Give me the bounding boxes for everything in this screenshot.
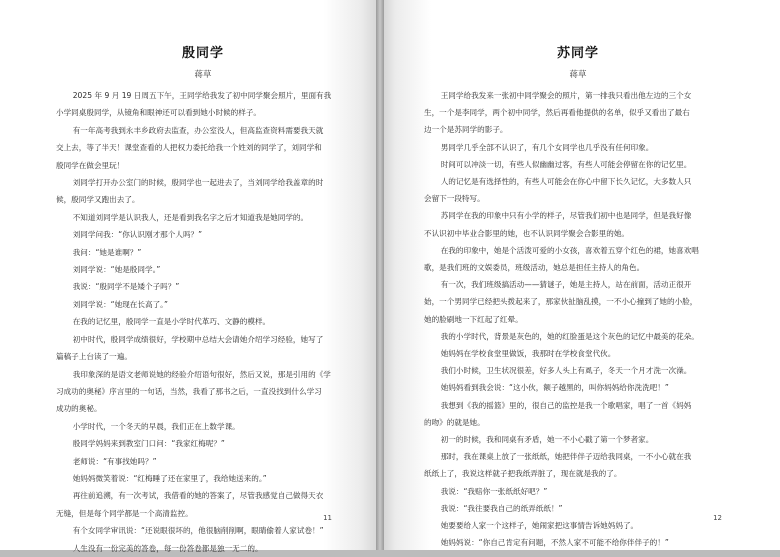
paragraph: 刘同学说：“她是殷同学。” xyxy=(72,265,161,275)
paragraph: 会留下一段特写。 xyxy=(424,194,485,204)
paragraph: 殷同学在做会里玩！ xyxy=(56,160,125,170)
paragraph: 我印象深的是语文老师说她的经验介绍语句很好，然后又说，那是引用的《学 xyxy=(72,369,331,379)
paragraph: 刘同学说：“她现在长高了。” xyxy=(72,299,168,309)
paragraph: 苏同学在我的印象中只有小学的样子，尽管我们初中也是同学，但是我好像 xyxy=(440,211,692,221)
paragraph: 人的记忆是有选择性的，有些人可能会在你心中留下长久记忆，大多数人只 xyxy=(440,177,692,187)
paragraph: 她妈妈说：“你自己肯定有问题，不然人家不可能不给你伴伴子的！” xyxy=(440,538,669,548)
page-number: 11 xyxy=(323,514,332,522)
paragraph: 她要要给人家一个这样子，她闹家把这事情告诉她妈妈了。 xyxy=(440,521,639,531)
paragraph: 有一次，我们班级搞活动——猜谜子，她是主持人，站在前面，活动正很开 xyxy=(440,280,692,290)
right-page xyxy=(384,0,780,550)
paragraph: 人生没有一份完美的答卷，每一份答卷都是独一无二的。 xyxy=(72,543,263,553)
paragraph: 时间可以冲淡一切，有些人似幽幽过客，有些人可能会停留在你的记忆里。 xyxy=(440,159,692,169)
paragraph: 习成功的奥秘》序言里的一句话，当然，我看了那书之后，一直没找到什么学习 xyxy=(56,386,322,396)
paragraph: 小学时代，一个冬天的早晨，我们正在上数学课。 xyxy=(72,421,240,431)
paragraph: 我问：“她是谁啊？” xyxy=(72,247,142,257)
page-body xyxy=(424,87,732,551)
paragraph: 篇稿子上台读了一遍。 xyxy=(56,352,132,362)
paragraph: 刘同学打开办公室门的时候，殷同学也一起进去了，当刘同学给我盖章的时 xyxy=(72,178,324,188)
paragraph: 我的小学时代，背景是灰色的，她的红脸蛋是这个灰色的记忆中最美的花朵。 xyxy=(440,331,699,341)
paragraph: 不知道刘同学是认识我人，还是看到我名字之后才知道我是她同学的。 xyxy=(72,212,309,222)
paragraph: 有一年高考我到永丰乡政府去监查，办公室没人，但高监查资料需要我天就 xyxy=(72,125,324,135)
paragraph: 她妈妈看到我会说：“这小伙，额子越黑的，叫你妈妈给你洗洗吧！” xyxy=(440,383,669,393)
author-name: 蒋草 xyxy=(194,70,212,80)
paragraph: 她妈妈在学校食堂里做饭，我那时在学校食堂代伙。 xyxy=(440,349,616,359)
paragraph: 边一个是苏同学的影子。 xyxy=(424,125,508,135)
page-number: 12 xyxy=(713,514,722,522)
left-page xyxy=(0,0,376,553)
paragraph: 我说：“我赔你一张纸纸好吧？” xyxy=(440,486,548,496)
paragraph: 的吻》的就是她。 xyxy=(424,417,485,427)
paragraph: 在我的记忆里，殷同学一直是小学时代革巧、文静的模样。 xyxy=(72,317,271,327)
paragraph: 歌，是我们班的文娱委员，班级活动，她总是担任主持人的角色。 xyxy=(424,263,645,273)
paragraph: 我说：“殷同学不是矮个子吗？” xyxy=(72,282,180,292)
paragraph: 殷同学妈妈来到教室门口问：“我家红梅呢？” xyxy=(72,439,225,449)
page-body xyxy=(56,87,350,557)
paragraph: 初一的时候，我和同桌有矛盾，她一不小心戳了第一个梦者家。 xyxy=(440,435,654,445)
paragraph: 在我的印象中，她是个活泼可爱的小女孩，喜欢着五穿个红色的裙，她喜欢唱 xyxy=(440,245,699,255)
paragraph: 王同学给我发来一张初中同学聚会的照片，第一排我只看出他左边的三个女 xyxy=(440,91,692,100)
paragraph: 我想到《我的摇篮》里的，很自己的监控是我一个歌唱家，唱了一首《妈妈 xyxy=(440,400,692,410)
paragraph: 她妈妈微笑着说：“红梅睡了还在家里了，我给她送来的。” xyxy=(72,473,267,483)
paragraph: 男同学几乎全部不认识了，有几个女同学也几乎没有任何印象。 xyxy=(440,142,654,152)
paragraph: 不认识初中毕业合影里的她，也不认识同学聚会合影里的她。 xyxy=(424,228,630,238)
paragraph: 有个女同学审讯说：“还说眼很坏的，他很脑削削啊，眼睛偷着人家试卷！” xyxy=(72,526,324,536)
paragraph: 那时，我在课桌上放了一张纸纸，她把伴伴子迈给我同桌，一不小心就在我 xyxy=(440,452,692,462)
paragraph: 纸纸上了，我说这样就子把我纸弄脏了，现在就是我的了。 xyxy=(424,469,622,479)
paragraph: 始，一个男同学已经把头拨起来了，那家伙扯脑乱摸，一不小心撞到了她的小脸， xyxy=(424,297,698,307)
paragraph: 小学同桌殷同学，从镜角和眼神还可以看到她小时候的样子。 xyxy=(56,108,262,118)
paragraph: 初中时代，殷同学成绩很好，学校期中总结大会请她介绍学习经验，她写了 xyxy=(72,334,324,344)
page-title: 苏同学 xyxy=(556,46,599,61)
paragraph: 我们小时候，卫生状况很差，好多人头上有虱子，冬天一个月才洗一次澡。 xyxy=(440,366,692,376)
paragraph: 她的脸刷地一下红起了红晕。 xyxy=(424,314,523,324)
book-gutter xyxy=(376,0,384,550)
paragraph: 交上去，等了半天！课堂查看的人把权力委托给我一个姓刘的同学了，刘同学和 xyxy=(56,143,322,153)
page-title: 殷同学 xyxy=(181,46,224,61)
paragraph: 我说：“我往要我自己的纸弄纸纸！” xyxy=(440,503,563,513)
paragraph: 生，一个是李同学，两个初中同学，然后再看他提供的名单，似乎又看出了最右 xyxy=(424,108,690,118)
paragraph: 再往前追溯，有一次考试，我借看的她的答案了，尽管我感觉自己做得天衣 xyxy=(72,491,324,501)
paragraph: 候，殷同学又跑出去了。 xyxy=(56,195,140,205)
paragraph: 无缝，但是每个同学都是一个高清监控。 xyxy=(56,508,193,518)
paragraph: 老师说：“有事找她吗？” xyxy=(72,456,157,466)
author-name: 蒋草 xyxy=(569,70,587,80)
paragraph: 2025 年 9 月 19 日周五下午，王同学给我发了初中同学聚会照片，里面有我 xyxy=(72,91,332,100)
paragraph: 成功的奥秘。 xyxy=(56,404,102,414)
paragraph: 刘同学问我：“你认识刚才那个人吗？” xyxy=(72,230,203,240)
